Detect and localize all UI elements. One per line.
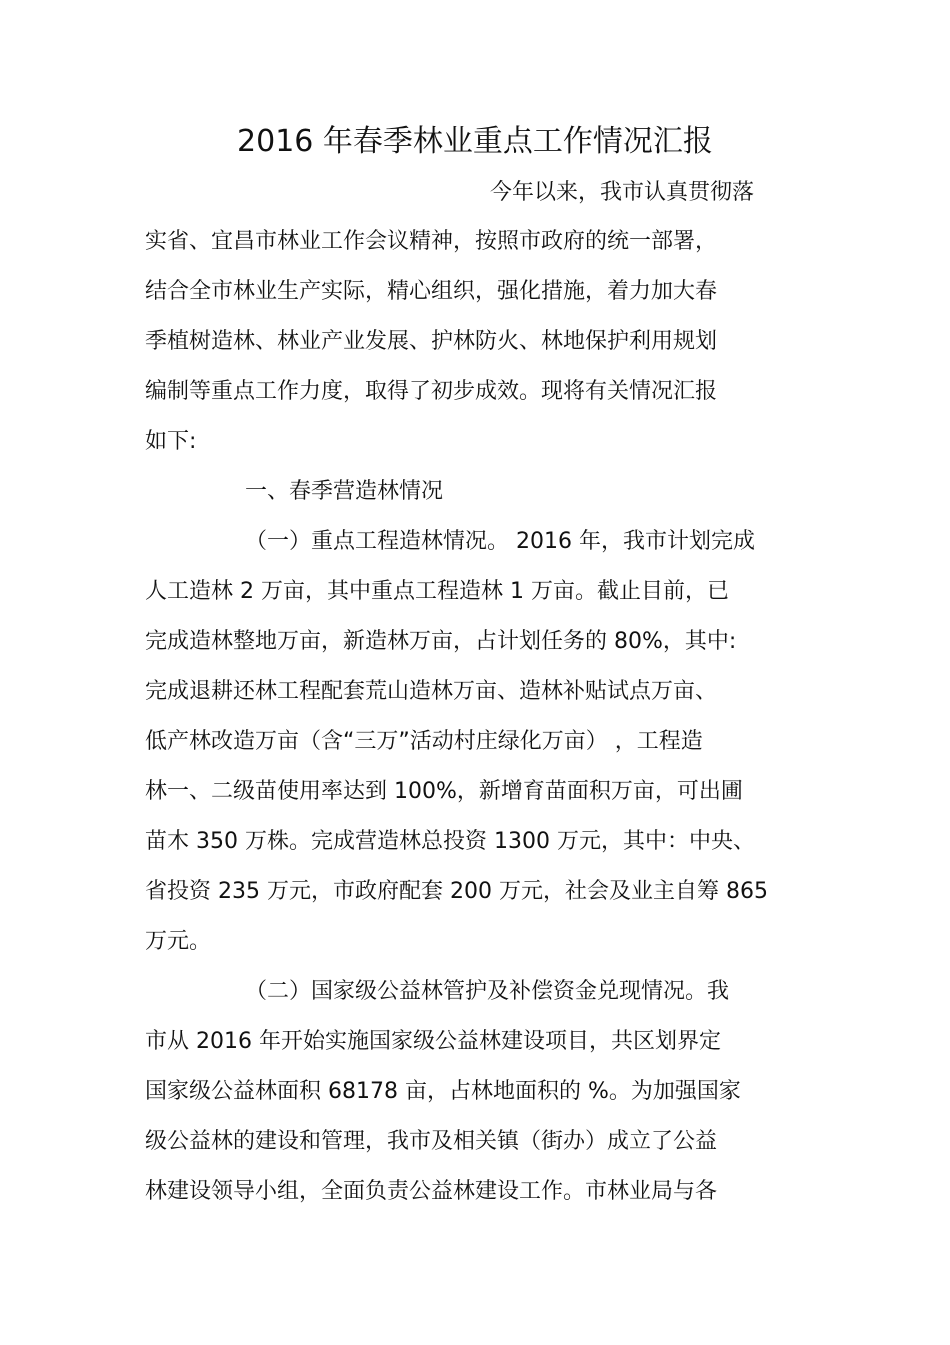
paragraph-line: 林一、二级苗使用率达到 100%，新增育苗面积万亩，可出圃 <box>145 779 743 804</box>
paragraph-line: 如下: <box>145 429 197 454</box>
paragraph-line: 林建设领导小组，全面负责公益林建设工作。市林业局与各 <box>145 1179 718 1204</box>
paragraph-line: 级公益林的建设和管理，我市及相关镇（街办）成立了公益 <box>145 1129 718 1154</box>
section-heading: 一、春季营造林情况 <box>245 479 444 504</box>
paragraph-line: 万元。 <box>145 929 212 954</box>
document-title: 2016 年春季林业重点工作情况汇报 <box>237 124 713 159</box>
paragraph-line: 今年以来，我市认真贯彻落 <box>490 180 755 205</box>
paragraph-line: 完成退耕还林工程配套荒山造林万亩、造林补贴试点万亩、 <box>145 679 718 704</box>
paragraph-line: 省投资 235 万元，市政府配套 200 万元，社会及业主自筹 865 <box>145 879 768 904</box>
paragraph-line: 人工造林 2 万亩，其中重点工程造林 1 万亩。截止目前，已 <box>145 579 729 604</box>
paragraph-line: 完成造林整地万亩，新造林万亩，占计划任务的 80%，其中: <box>145 629 737 654</box>
paragraph-line: 市从 2016 年开始实施国家级公益林建设项目，共区划界定 <box>145 1029 721 1054</box>
paragraph-line: 低产林改造万亩（含“三万”活动村庄绿化万亩） ，工程造 <box>145 729 703 754</box>
subsection-heading: （一）重点工程造林情况。 2016 年，我市计划完成 <box>245 529 755 554</box>
paragraph-line: 实省、宜昌市林业工作会议精神，按照市政府的统一部署， <box>145 229 718 254</box>
paragraph-line: 苗木 350 万株。完成营造林总投资 1300 万元，其中：中央、 <box>145 829 755 854</box>
subsection-heading: （二）国家级公益林管护及补偿资金兑现情况。我 <box>245 979 730 1004</box>
paragraph-line: 结合全市林业生产实际，精心组织，强化措施，着力加大春 <box>145 279 718 304</box>
paragraph-line: 国家级公益林面积 68178 亩，占林地面积的 %。为加强国家 <box>145 1079 741 1104</box>
paragraph-line: 季植树造林、林业产业发展、护林防火、林地保护利用规划 <box>145 329 718 354</box>
paragraph-line: 编制等重点工作力度，取得了初步成效。现将有关情况汇报 <box>145 379 718 404</box>
